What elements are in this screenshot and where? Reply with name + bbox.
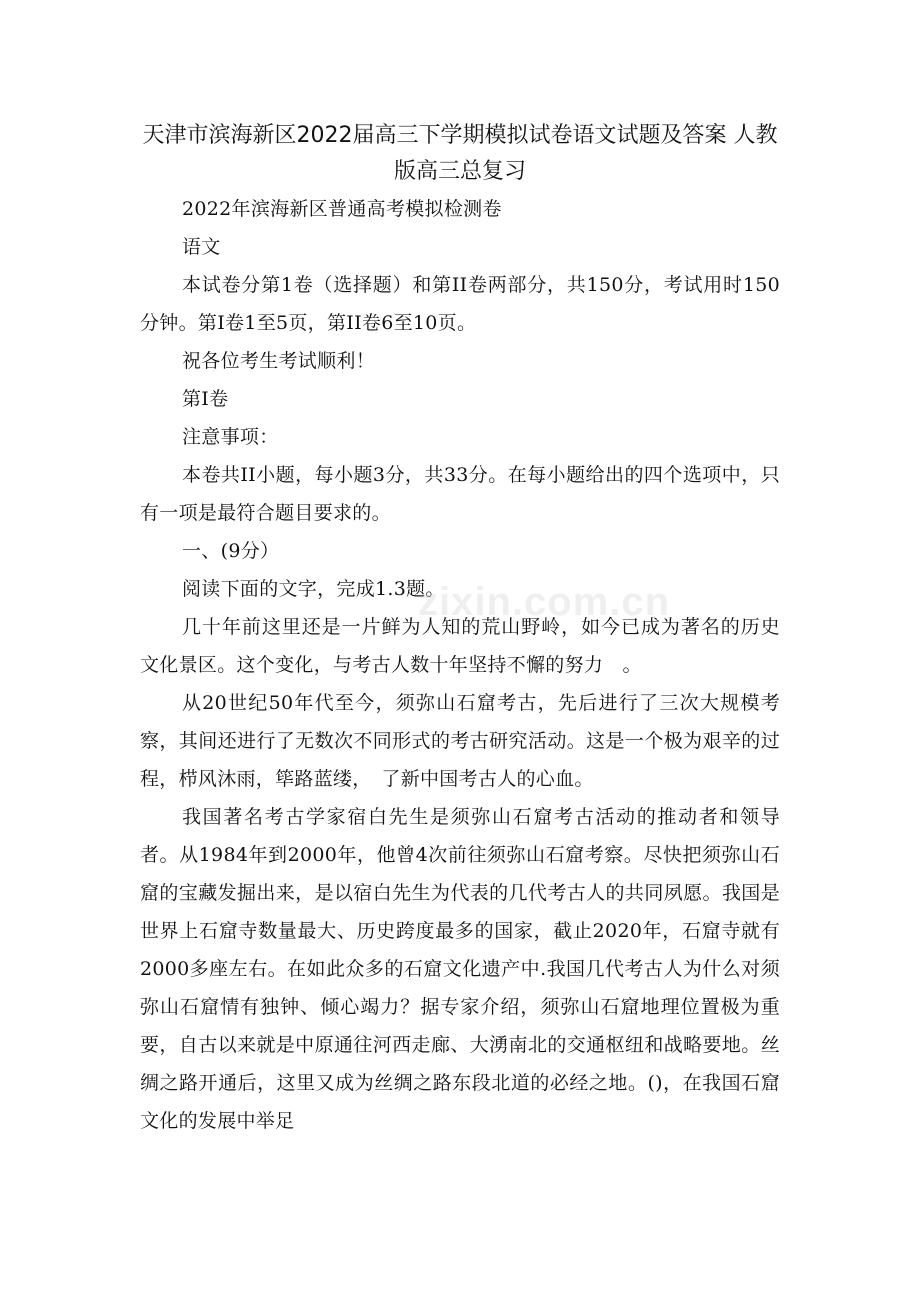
passage-paragraph-2: 从20世纪50年代至今，须弥山石窟考古，先后进行了三次大规模考察，其间还进行了无数次不同形式的考古研究活动。这是一个极为艰辛的过程，栉风沐雨，筚路蓝缕， 了新中国考古人的心血。: [140, 692, 780, 790]
notes-heading: 注意事项：: [182, 426, 279, 448]
subject-label: 语文: [182, 236, 221, 258]
notes-text: 本卷共II小题，每小题3分，共33分。在每小题给出的四个选项中，只有一项是最符合题目要求的。: [140, 464, 780, 524]
exam-name: 2022年滨海新区普通高考模拟检测卷: [182, 198, 502, 220]
document-page: [140, 118, 780, 1140]
passage-paragraph-1: 几十年前这里还是一片鲜为人知的荒山野岭，如今已成为著名的历史文化景区。这个变化，与考古人数十年坚持不懈的努力 。: [140, 616, 780, 676]
document-title: [140, 118, 780, 190]
section-heading: 一、(9分）: [182, 540, 280, 562]
document-body: [140, 190, 780, 1140]
good-luck-message: 祝各位考生考试顺利！: [182, 350, 376, 372]
passage-paragraph-3: 我国著名考古学家宿白先生是须弥山石窟考古活动的推动者和领导者。从1984年到2000年，他曾4次前往须弥山石窟考察。尽快把须弥山石窟的宝藏发掘出来，是以宿白先生为代表的几代考古人的共同夙愿。我国是世界上石窟寺数量最大、历史跨度最多的国家，截止2020年，石窟寺就有2000多座左右。在如此众多的石窟文化遗产中.我国几代考古人为什么对须弥山石窟情有独钟、倾心竭力？据专家介绍，须弥山石窟地理位置极为重要，自古以来就是中原通往河西走廊、大湧南北的交通枢纽和战略要地。丝绸之路开通后，这里又成为丝绸之路东段北道的必经之地。()，在我国石窟文化的发展中举足: [140, 806, 780, 1132]
reading-instruction: 阅读下面的文字，完成1.3题。: [182, 578, 445, 600]
exam-structure-note: 本试卷分第1卷（选择题）和第II卷两部分，共150分，考试用时150分钟。第I卷1至5页，第II卷6至10页。: [140, 274, 780, 334]
title-line-1: 天津市滨海新区2022届高三下学期模拟试卷语文试题及答案 人教: [142, 123, 778, 148]
volume-heading: 第I卷: [182, 388, 229, 410]
watermark: zixin.com.cn: [418, 580, 671, 624]
title-line-2: 版高三总复习: [393, 159, 526, 184]
